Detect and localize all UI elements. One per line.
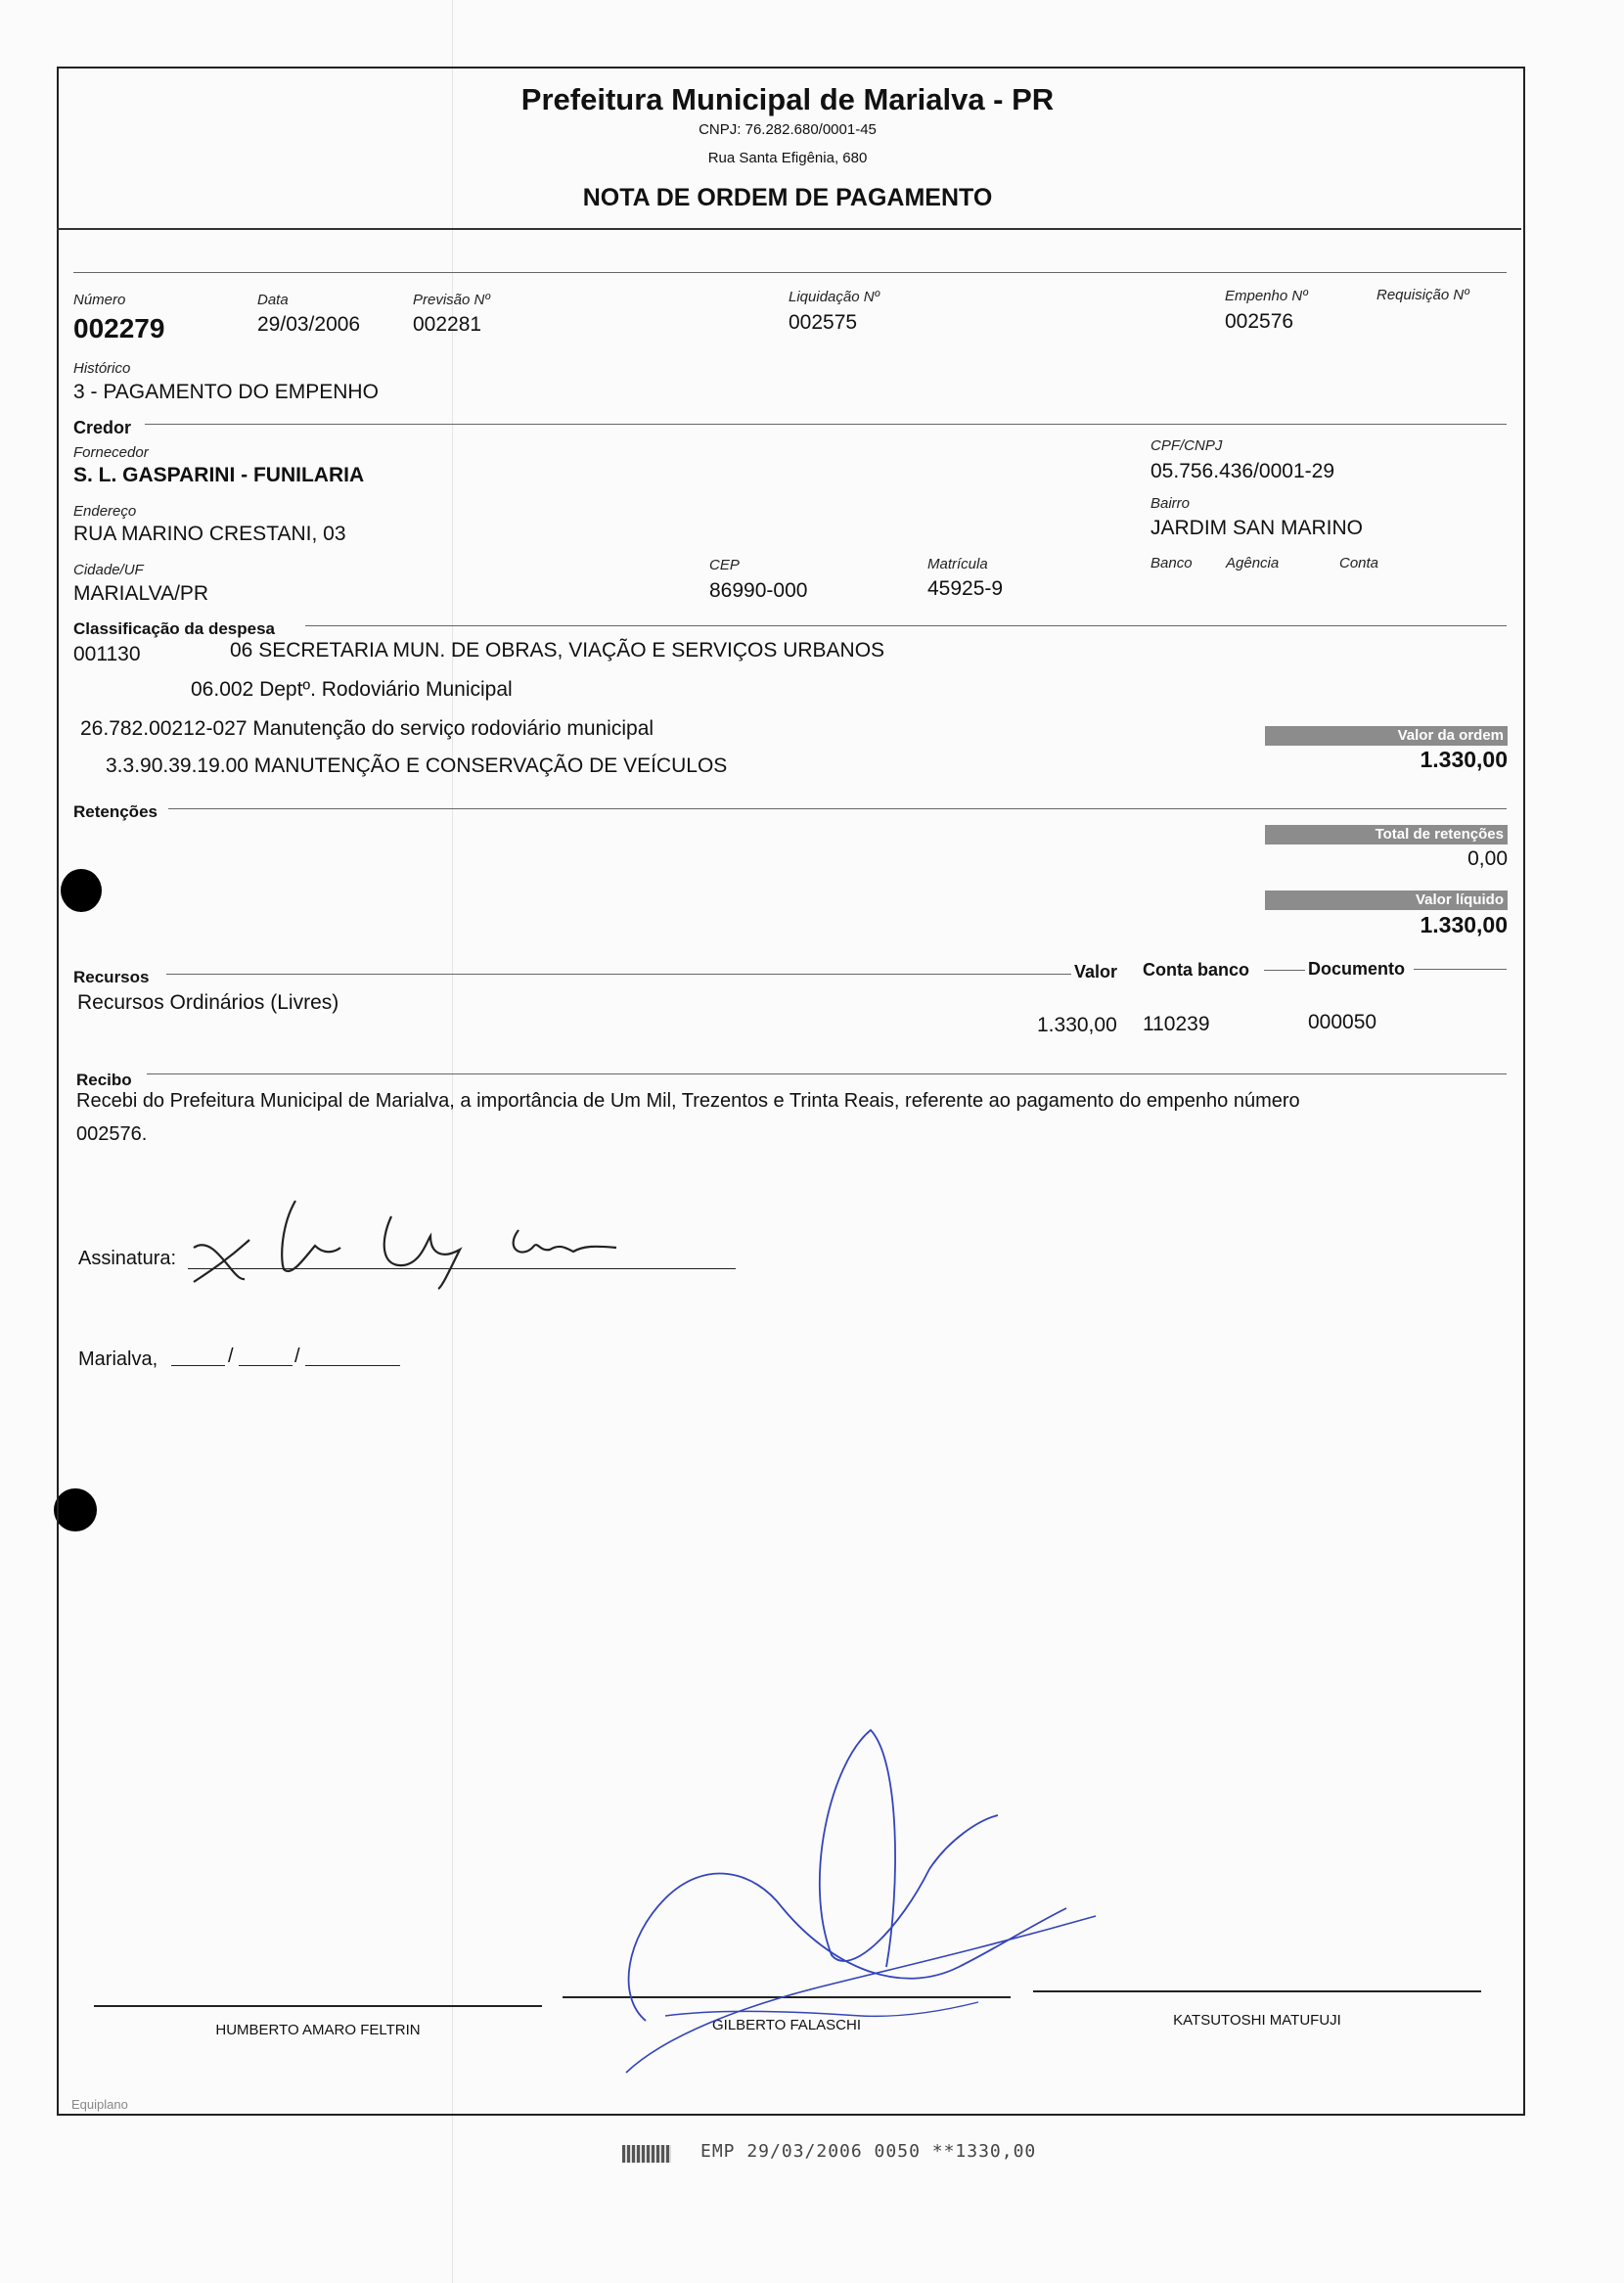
historico-value: 3 - PAGAMENTO DO EMPENHO — [73, 381, 379, 403]
recursos-rule-right — [1414, 969, 1507, 970]
matricula-label: Matrícula — [927, 556, 988, 572]
classificacao-code: 001130 — [73, 643, 141, 665]
previsao-label: Previsão Nº — [413, 292, 490, 308]
recursos-rule-middle — [1264, 970, 1305, 971]
recursos-valor-label: Valor — [1074, 962, 1118, 982]
assinatura-label: Assinatura: — [78, 1248, 177, 1269]
numero-label: Número — [73, 292, 126, 308]
cidade-value: MARIALVA/PR — [73, 582, 209, 605]
historico-label: Histórico — [73, 360, 131, 377]
cpf-cnpj-value: 05.756.436/0001-29 — [1150, 460, 1335, 482]
empenho-value: 002576 — [1225, 310, 1294, 333]
retencoes-rule — [168, 808, 1507, 809]
header-divider — [57, 228, 1521, 230]
banco-label: Banco — [1150, 555, 1193, 571]
numero-value: 002279 — [73, 313, 165, 343]
fornecedor-label: Fornecedor — [73, 444, 149, 461]
cidade-label: Cidade/UF — [73, 562, 144, 578]
recibo-section-title: Recibo — [76, 1071, 132, 1089]
data-label: Data — [257, 292, 289, 308]
municipality-title: Prefeitura Municipal de Marialva - PR — [520, 82, 1055, 116]
cpf-cnpj-label: CPF/CNPJ — [1150, 437, 1223, 454]
document-title: NOTA DE ORDEM DE PAGAMENTO — [582, 184, 993, 211]
signatory-name-3: KATSUTOSHI MATUFUJI — [1173, 2012, 1341, 2029]
recursos-descricao: Recursos Ordinários (Livres) — [77, 991, 339, 1014]
data-value: 29/03/2006 — [257, 313, 361, 336]
valor-ordem-label: Valor da ordem — [1265, 726, 1508, 746]
bairro-value: JARDIM SAN MARINO — [1150, 517, 1364, 539]
recursos-conta-label: Conta banco — [1143, 960, 1250, 980]
date-separator-1: / — [228, 1346, 234, 1367]
matricula-value: 45925-9 — [927, 577, 1004, 600]
date-month-line — [239, 1365, 293, 1366]
agencia-label: Agência — [1226, 555, 1280, 571]
recursos-documento: 000050 — [1308, 1011, 1377, 1033]
classificacao-elemento: 3.3.90.39.19.00 MANUTENÇÃO E CONSERVAÇÃO DE VEÍCULOS — [106, 754, 728, 777]
retencoes-section-title: Retenções — [73, 802, 158, 821]
cep-value: 86990-000 — [709, 579, 808, 602]
date-separator-2: / — [294, 1346, 300, 1367]
municipality-cnpj: CNPJ: 76.282.680/0001-45 — [699, 121, 877, 138]
recursos-section-title: Recursos — [73, 968, 150, 986]
municipality-address: Rua Santa Efigênia, 680 — [707, 150, 868, 166]
recursos-conta: 110239 — [1143, 1013, 1210, 1035]
recursos-rule — [166, 974, 1071, 975]
recibo-rule — [147, 1073, 1507, 1074]
blue-signature-image — [607, 1722, 1115, 2094]
requisicao-label: Requisição Nº — [1376, 287, 1469, 303]
conta-label: Conta — [1339, 555, 1379, 571]
classificacao-section-title: Classificação da despesa — [73, 619, 276, 638]
classificacao-orgao: 06 SECRETARIA MUN. DE OBRAS, VIAÇÃO E SERVIÇOS URBANOS — [230, 639, 885, 662]
valor-liquido-value: 1.330,00 — [1420, 912, 1508, 937]
empenho-label: Empenho Nº — [1225, 288, 1308, 304]
total-retencoes-label: Total de retenções — [1265, 825, 1508, 845]
signatory-name-2: GILBERTO FALASCHI — [712, 2017, 861, 2033]
endereco-value: RUA MARINO CRESTANI, 03 — [73, 523, 346, 545]
liquidacao-label: Liquidação Nº — [789, 289, 880, 305]
fornecedor-value: S. L. GASPARINI - FUNILARIA — [73, 464, 365, 486]
local-data-label: Marialva, — [78, 1348, 158, 1370]
previsao-value: 002281 — [413, 313, 482, 336]
mechanical-stamp: EMP 29/03/2006 0050 **1330,00 — [700, 2141, 1037, 2162]
recursos-documento-label: Documento — [1308, 959, 1405, 979]
endereco-label: Endereço — [73, 503, 137, 520]
date-day-line — [171, 1365, 225, 1366]
signatory-name-1: HUMBERTO AMARO FELTRIN — [215, 2022, 421, 2038]
system-name: Equiplano — [71, 2097, 128, 2112]
recipient-signature-image — [186, 1189, 636, 1297]
recibo-text-line1: Recebi do Prefeitura Municipal de Marialva, a importância de Um Mil, Trezentos e Trinta Reais, referente ao pagamento do empenho número — [76, 1090, 1300, 1112]
date-year-line — [305, 1365, 400, 1366]
bairro-label: Bairro — [1150, 495, 1191, 512]
valor-ordem-value: 1.330,00 — [1420, 747, 1508, 772]
credor-rule — [145, 424, 1507, 425]
signatory-line-1 — [94, 2005, 542, 2007]
total-retencoes-value: 0,00 — [1467, 847, 1508, 870]
fields-top-rule — [73, 272, 1507, 273]
cep-label: CEP — [709, 557, 740, 573]
valor-liquido-label: Valor líquido — [1265, 890, 1508, 910]
stamp-barcode-icon — [622, 2145, 671, 2163]
classificacao-unidade: 06.002 Deptº. Rodoviário Municipal — [191, 678, 513, 701]
recibo-text-line2: 002576. — [76, 1123, 148, 1145]
recursos-valor: 1.330,00 — [1037, 1014, 1117, 1036]
classificacao-acao: 26.782.00212-027 Manutenção do serviço rodoviário municipal — [80, 717, 654, 740]
liquidacao-value: 002575 — [789, 311, 858, 334]
credor-section-title: Credor — [73, 418, 132, 437]
classificacao-rule — [305, 625, 1507, 626]
